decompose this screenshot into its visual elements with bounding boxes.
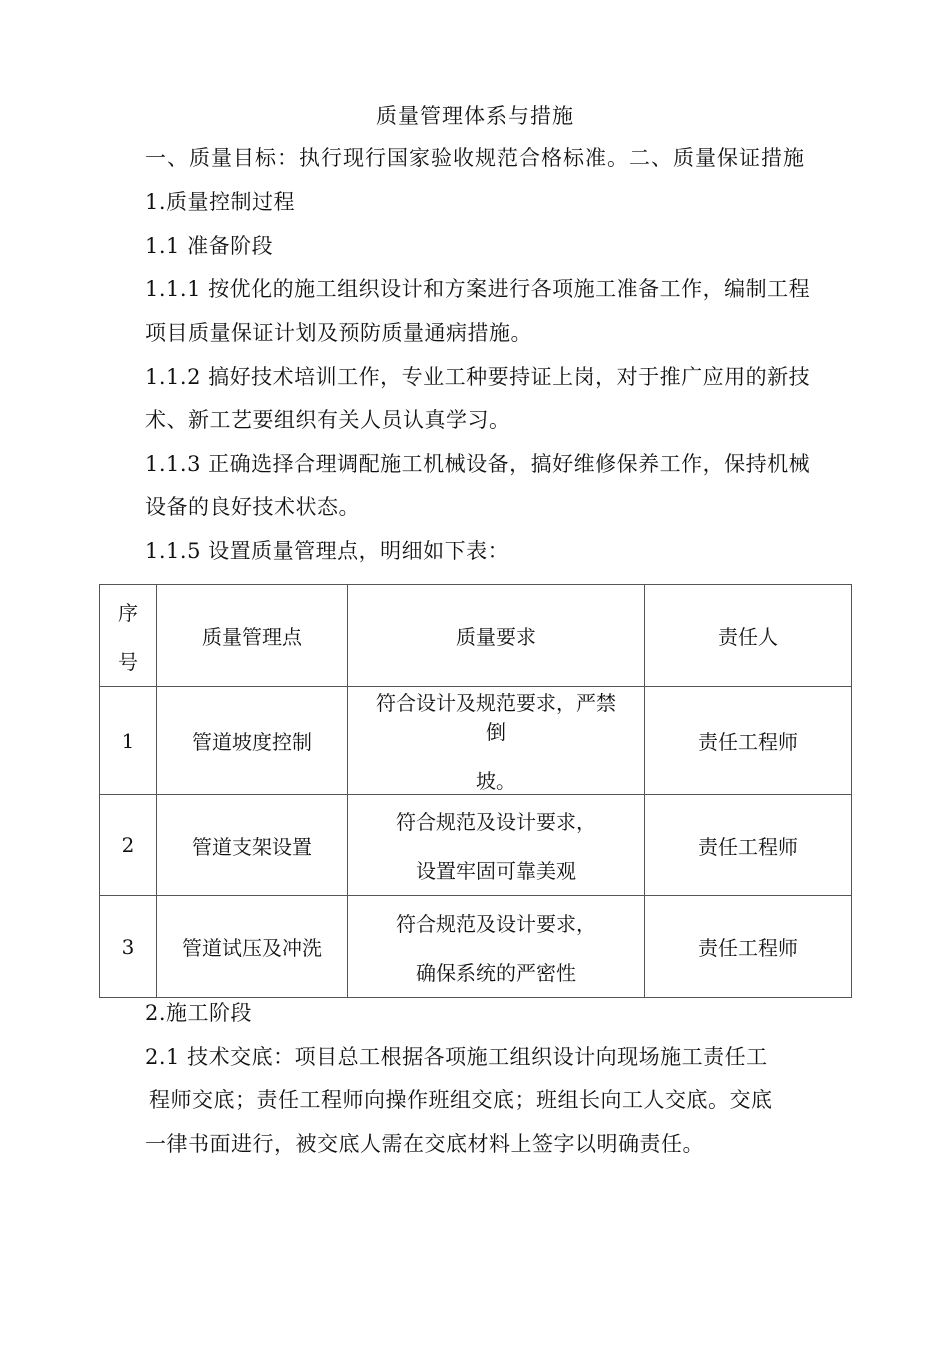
para-1-1-5: 1.1.5 设置质量管理点，明细如下表： — [145, 539, 510, 563]
row-requirement — [348, 687, 645, 795]
requirement-line: 坡。 — [476, 769, 516, 793]
row-point: 管道坡度控制 — [157, 687, 348, 795]
table-row — [100, 687, 852, 795]
para-1-1-2-line-1: 1.1.2 搞好技术培训工作，专业工种要持证上岗，对于推广应用的新技 — [145, 365, 811, 389]
para-2-1-line-2: 程师交底；责任工程师向操作班组交底；班组长向工人交底。交底 — [149, 1088, 773, 1112]
row-point: 管道支架设置 — [157, 795, 348, 896]
table-row — [100, 795, 852, 896]
quality-control-table — [99, 584, 852, 998]
para-1-1-1-line-2: 项目质量保证计划及预防质量通病措施。 — [145, 321, 532, 345]
para-1-1-2-line-2: 术、新工艺要组织有关人员认真学习。 — [145, 408, 511, 432]
header-seq-char-1: 序 — [118, 600, 138, 625]
header-point: 质量管理点 — [157, 585, 348, 687]
requirement-line: 符合规范及设计要求， — [396, 810, 596, 834]
quality-goal-line: 一、质量目标：执行现行国家验收规范合格标准。二、质量保证措施 — [145, 146, 805, 170]
row-owner: 责任工程师 — [645, 795, 852, 896]
table-header-row — [100, 585, 852, 687]
row-owner: 责任工程师 — [645, 896, 852, 998]
row-seq: 1 — [100, 687, 157, 795]
requirement-line: 确保系统的严密性 — [416, 960, 576, 985]
doc-title: 质量管理体系与措施 — [376, 104, 574, 128]
requirement-line: 倒 — [486, 720, 506, 744]
section-1-heading: 1.质量控制过程 — [145, 190, 296, 214]
para-2-1-line-1: 2.1 技术交底：项目总工根据各项施工组织设计向现场施工责任工 — [145, 1045, 768, 1069]
row-seq: 3 — [100, 896, 157, 998]
requirement-line: 设置牢固可靠美观 — [416, 859, 576, 883]
row-owner: 责任工程师 — [645, 687, 852, 795]
row-seq: 2 — [100, 795, 157, 896]
para-1-1-3-line-2: 设备的良好技术状态。 — [145, 495, 360, 519]
row-point: 管道试压及冲洗 — [157, 896, 348, 998]
section-1-1-heading: 1.1 准备阶段 — [145, 234, 274, 258]
para-1-1-1-line-1: 1.1.1 按优化的施工组织设计和方案进行各项施工准备工作，编制工程 — [145, 277, 811, 301]
row-requirement — [348, 896, 645, 998]
header-seq-char-2: 号 — [118, 649, 138, 674]
para-1-1-3-line-1: 1.1.3 正确选择合理调配施工机械设备，搞好维修保养工作，保持机械 — [145, 452, 811, 476]
row-requirement — [348, 795, 645, 896]
header-requirement: 质量要求 — [348, 585, 645, 687]
para-2-1-line-3: 一律书面进行，被交底人需在交底材料上签字以明确责任。 — [145, 1132, 704, 1156]
table-row — [100, 896, 852, 998]
header-seq — [100, 585, 157, 687]
requirement-line: 符合设计及规范要求，严禁 — [376, 691, 616, 715]
requirement-line: 符合规范及设计要求， — [396, 911, 596, 936]
header-owner: 责任人 — [645, 585, 852, 687]
section-2-heading: 2.施工阶段 — [145, 1001, 253, 1025]
